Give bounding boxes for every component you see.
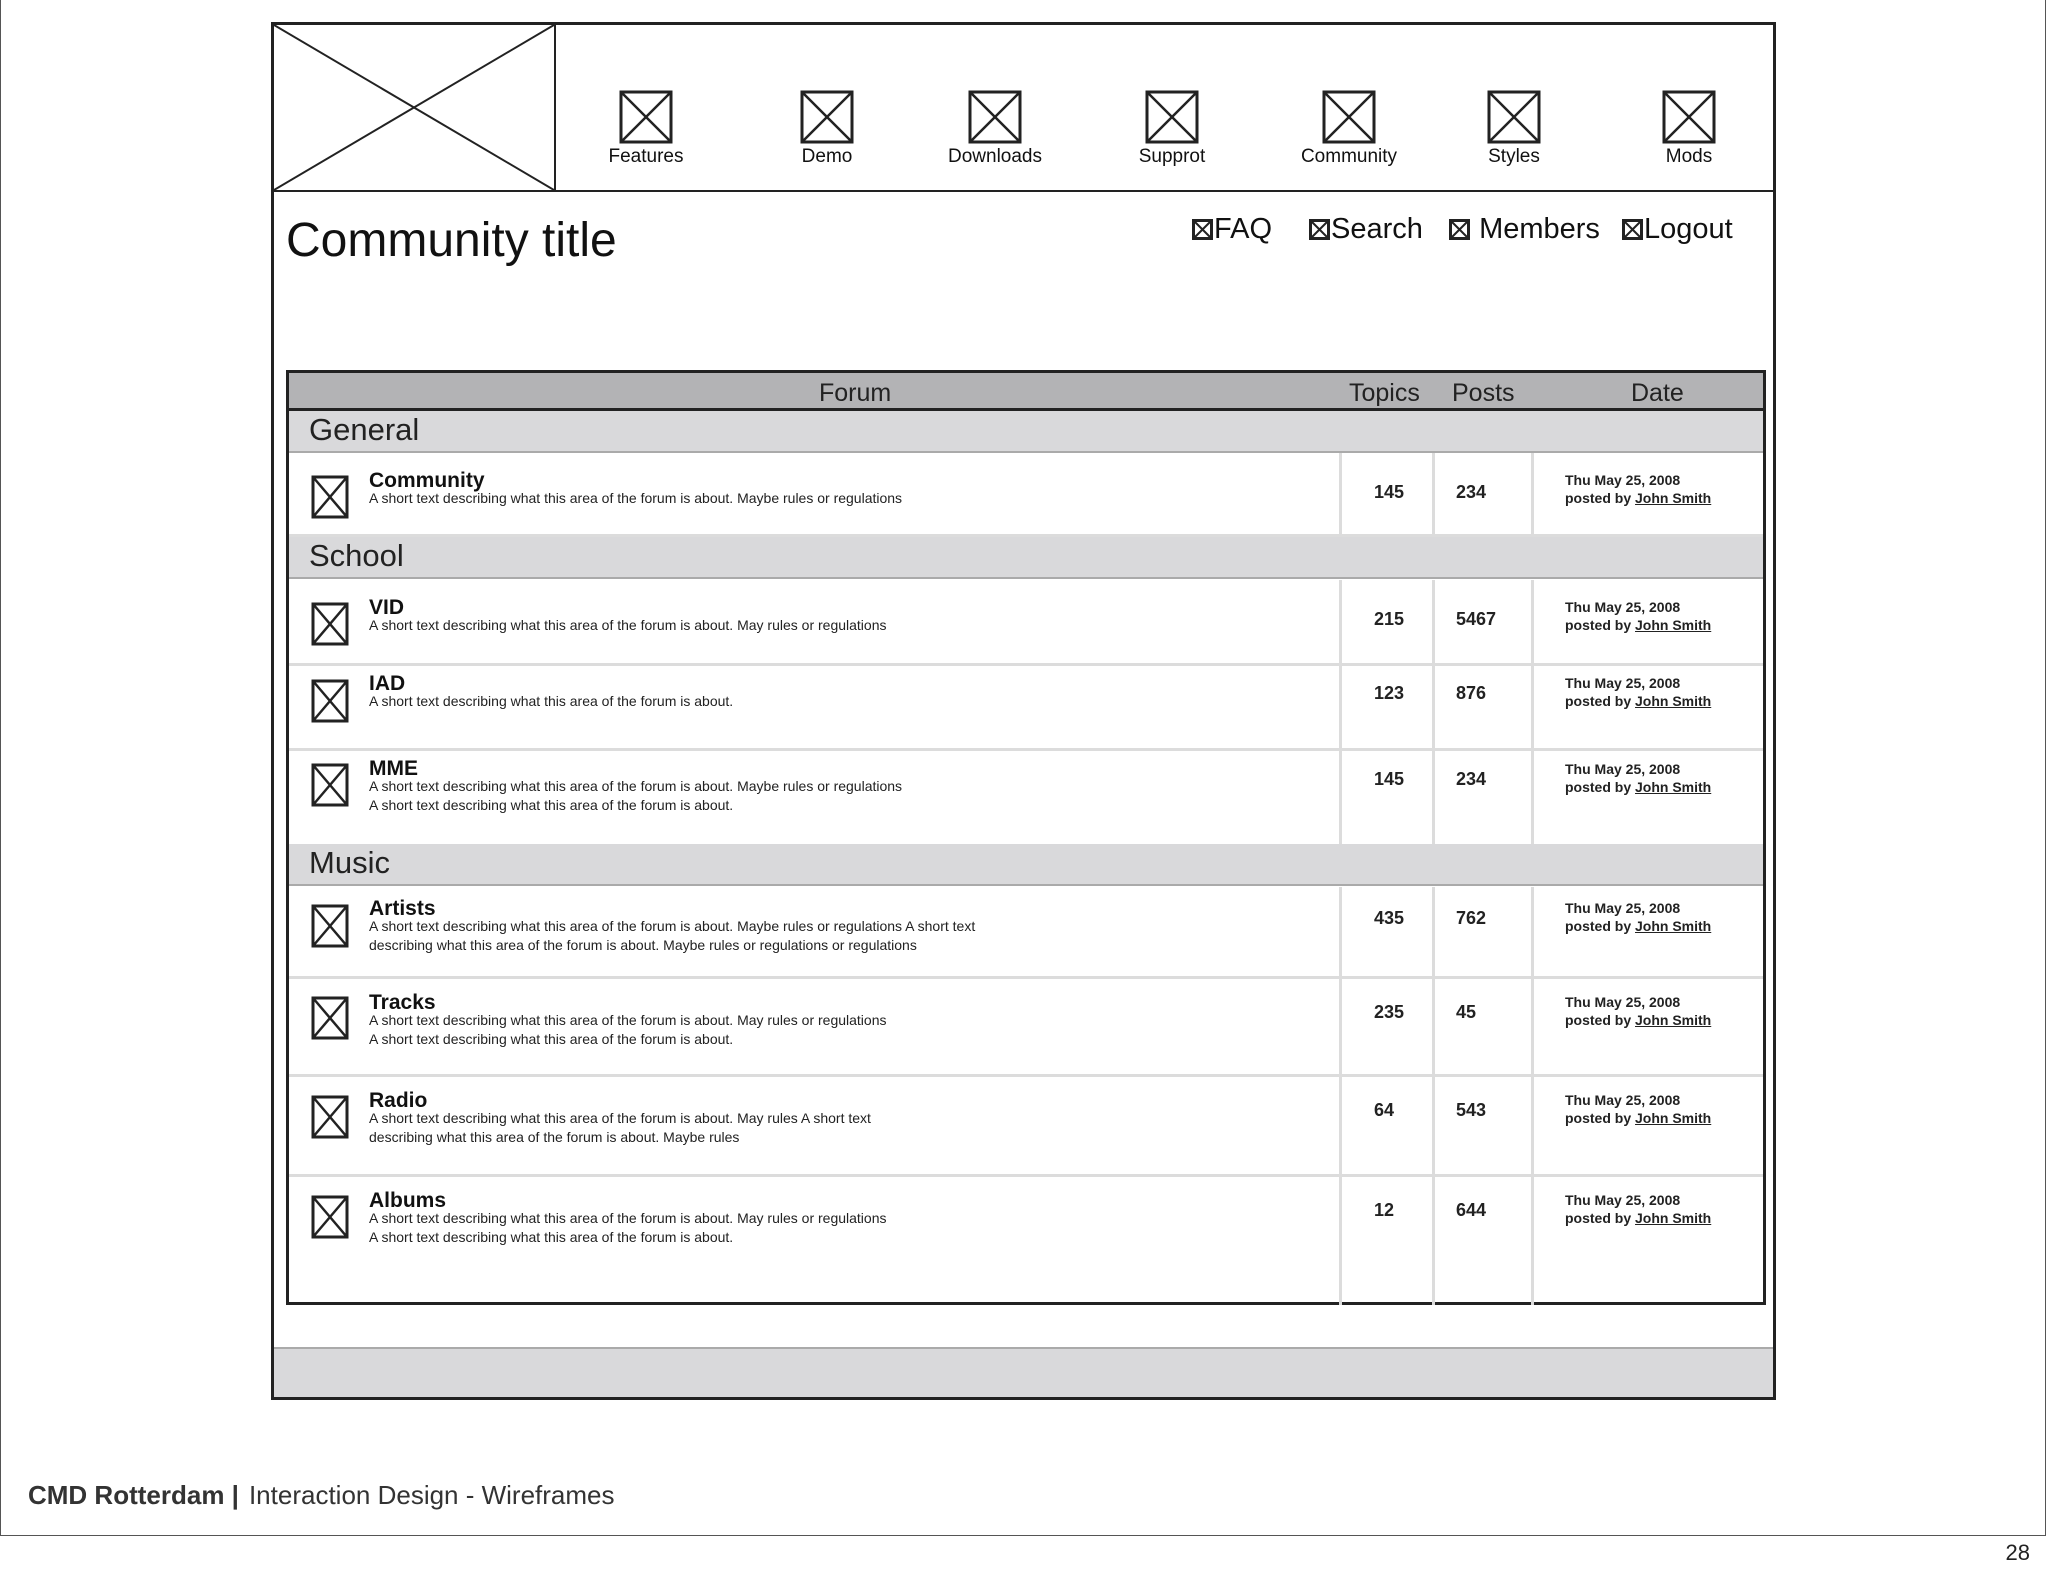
search-label: Search: [1331, 213, 1423, 245]
forum-row-tracks[interactable]: [289, 979, 1763, 1077]
image-placeholder-icon: [619, 90, 673, 144]
last-post-date: Thu May 25, 2008: [1565, 761, 1681, 777]
category-label: School: [309, 538, 404, 573]
forum-description: A short text describing what this area of the forum is about. May rules A short text describing what this area of the forum is about. Maybe rules: [369, 1110, 871, 1145]
faq-link[interactable]: [1192, 213, 1272, 246]
search-link[interactable]: [1309, 213, 1423, 246]
category-music: [289, 844, 1763, 886]
forum-name: MME: [369, 757, 418, 780]
posted-by-label: posted by: [1565, 693, 1632, 709]
table-header: [289, 373, 1763, 411]
author-link[interactable]: John Smith: [1635, 1110, 1712, 1126]
category-label: General: [309, 412, 420, 447]
logo-placeholder: [274, 25, 556, 190]
logout-link[interactable]: [1622, 213, 1733, 246]
header-divider: [274, 190, 1773, 192]
forum-row-community[interactable]: [289, 453, 1763, 537]
image-placeholder-icon: [311, 1095, 349, 1139]
image-placeholder-icon: [311, 763, 349, 807]
image-placeholder-icon: [800, 90, 854, 144]
nav-item-community[interactable]: [1274, 90, 1424, 168]
topics-count: 435: [1374, 908, 1405, 928]
footer-subtitle: Interaction Design - Wireframes: [248, 1480, 615, 1510]
forum-table: [286, 370, 1766, 1305]
forum-description: A short text describing what this area of the forum is about.: [369, 693, 734, 709]
topics-count: 123: [1374, 683, 1405, 703]
forum-name: Radio: [369, 1089, 428, 1112]
image-placeholder-icon: [1662, 90, 1716, 144]
last-post-date: Thu May 25, 2008: [1565, 900, 1681, 916]
topics-count: 145: [1374, 769, 1405, 789]
nav-item-styles[interactable]: [1439, 90, 1589, 168]
forum-description: A short text describing what this area of the forum is about. May rules or regulations A short text describing what this area of the forum is about.: [369, 1210, 887, 1245]
forum-row-mme[interactable]: [289, 751, 1763, 844]
last-post-info: [1565, 674, 1711, 710]
nav-label: Community: [1300, 146, 1398, 167]
image-placeholder-icon: [1487, 90, 1541, 144]
image-placeholder-icon: [1145, 90, 1199, 144]
image-placeholder-icon: [311, 904, 349, 948]
last-post-info: [1565, 899, 1711, 935]
last-post-info: [1565, 993, 1711, 1029]
posted-by-label: posted by: [1565, 918, 1632, 934]
image-placeholder-icon: [311, 679, 349, 723]
nav-item-support[interactable]: [1097, 90, 1247, 168]
posted-by-label: posted by: [1565, 1210, 1632, 1226]
image-placeholder-icon: [968, 90, 1022, 144]
nav-label: Supprot: [1138, 146, 1206, 167]
image-placeholder-icon: [1322, 90, 1376, 144]
last-post-info: [1565, 1191, 1711, 1227]
nav-label: Styles: [1488, 146, 1540, 167]
posted-by-label: posted by: [1565, 1012, 1632, 1028]
footer-bar: [274, 1347, 1773, 1397]
nav-label: Downloads: [948, 146, 1042, 167]
author-link[interactable]: John Smith: [1635, 1210, 1712, 1226]
forum-description: A short text describing what this area of the forum is about. Maybe rules or regulations A short text describing what this area of the forum is about.: [369, 778, 903, 813]
image-placeholder-icon: [311, 602, 349, 646]
posts-count: 234: [1456, 769, 1487, 789]
nav-label: Features: [608, 146, 684, 167]
nav-label: Demo: [801, 146, 853, 167]
last-post-date: Thu May 25, 2008: [1565, 994, 1681, 1010]
last-post-date: Thu May 25, 2008: [1565, 599, 1681, 615]
page-number: 28: [2005, 1540, 2030, 1565]
posts-count: 45: [1456, 1002, 1477, 1022]
footer-brand: CMD Rotterdam |: [28, 1480, 239, 1510]
col-header-posts: Posts: [1452, 379, 1515, 407]
last-post-date: Thu May 25, 2008: [1565, 675, 1681, 691]
last-post-info: [1565, 760, 1711, 796]
members-link[interactable]: [1449, 213, 1600, 246]
topics-count: 145: [1374, 482, 1405, 502]
last-post-date: Thu May 25, 2008: [1565, 472, 1681, 488]
author-link[interactable]: John Smith: [1635, 1012, 1712, 1028]
last-post-date: Thu May 25, 2008: [1565, 1192, 1681, 1208]
nav-item-downloads[interactable]: [920, 90, 1070, 168]
faq-label: FAQ: [1214, 213, 1273, 245]
col-header-forum: Forum: [819, 379, 892, 407]
forum-name: IAD: [369, 672, 406, 695]
posted-by-label: posted by: [1565, 779, 1632, 795]
slide-footer: [28, 1480, 615, 1511]
forum-row-radio[interactable]: [289, 1077, 1763, 1177]
forum-description: A short text describing what this area of the forum is about. Maybe rules or regulations: [369, 490, 903, 506]
last-post-info: [1565, 598, 1711, 634]
forum-name: Artists: [369, 897, 436, 920]
nav-item-demo[interactable]: [752, 90, 902, 168]
forum-name: Community: [369, 469, 485, 492]
image-placeholder-icon: [311, 475, 349, 519]
last-post-date: Thu May 25, 2008: [1565, 1092, 1681, 1108]
image-placeholder-icon: [311, 1195, 349, 1239]
topics-count: 215: [1374, 609, 1405, 629]
posted-by-label: posted by: [1565, 1110, 1632, 1126]
last-post-info: [1565, 471, 1711, 507]
author-link[interactable]: John Smith: [1635, 779, 1712, 795]
forum-description: A short text describing what this area of the forum is about. Maybe rules or regulations A short text describing what this area of the forum is about. Maybe rules or regulations or regulations: [369, 918, 976, 953]
logout-label: Logout: [1644, 213, 1733, 245]
nav-item-mods[interactable]: [1614, 90, 1764, 168]
category-school: [289, 537, 1763, 579]
topics-count: 64: [1374, 1100, 1395, 1120]
forum-name: Albums: [369, 1189, 447, 1212]
topics-count: 235: [1374, 1002, 1405, 1022]
col-header-date: Date: [1631, 379, 1684, 407]
image-placeholder-icon: [311, 996, 349, 1040]
topics-count: 12: [1374, 1200, 1395, 1220]
wireframe-page: [271, 22, 1776, 1400]
nav-label: Mods: [1665, 146, 1713, 167]
col-header-topics: Topics: [1349, 379, 1420, 407]
last-post-info: [1565, 1091, 1711, 1127]
forum-row-albums[interactable]: [289, 1177, 1763, 1302]
posted-by-label: posted by: [1565, 490, 1632, 506]
forum-description: A short text describing what this area of the forum is about. May rules or regulations: [369, 617, 887, 633]
posted-by-label: posted by: [1565, 617, 1632, 633]
members-label: Members: [1479, 213, 1600, 245]
forum-name: Tracks: [369, 991, 436, 1014]
author-link[interactable]: John Smith: [1635, 490, 1712, 506]
posts-count: 876: [1456, 683, 1487, 703]
image-placeholder-icon: [1449, 219, 1470, 240]
forum-row-iad[interactable]: [289, 666, 1763, 751]
image-placeholder-icon: [1192, 219, 1213, 240]
forum-row-vid[interactable]: [289, 580, 1763, 666]
posts-count: 762: [1456, 908, 1487, 928]
page-title: Community title: [286, 214, 617, 267]
forum-name: VID: [369, 596, 405, 619]
forum-description: A short text describing what this area of the forum is about. May rules or regulations A short text describing what this area of the forum is about.: [369, 1012, 887, 1047]
author-link[interactable]: John Smith: [1635, 918, 1712, 934]
image-placeholder-icon: [1309, 219, 1330, 240]
posts-count: 5467: [1456, 609, 1497, 629]
nav-item-features[interactable]: [571, 90, 721, 168]
forum-row-artists[interactable]: [289, 887, 1763, 979]
author-link[interactable]: John Smith: [1635, 693, 1712, 709]
posts-count: 543: [1456, 1100, 1487, 1120]
category-label: Music: [309, 845, 390, 880]
image-placeholder-icon: [1622, 219, 1643, 240]
author-link[interactable]: John Smith: [1635, 617, 1712, 633]
category-general: [289, 411, 1763, 453]
posts-count: 234: [1456, 482, 1487, 502]
posts-count: 644: [1456, 1200, 1487, 1220]
